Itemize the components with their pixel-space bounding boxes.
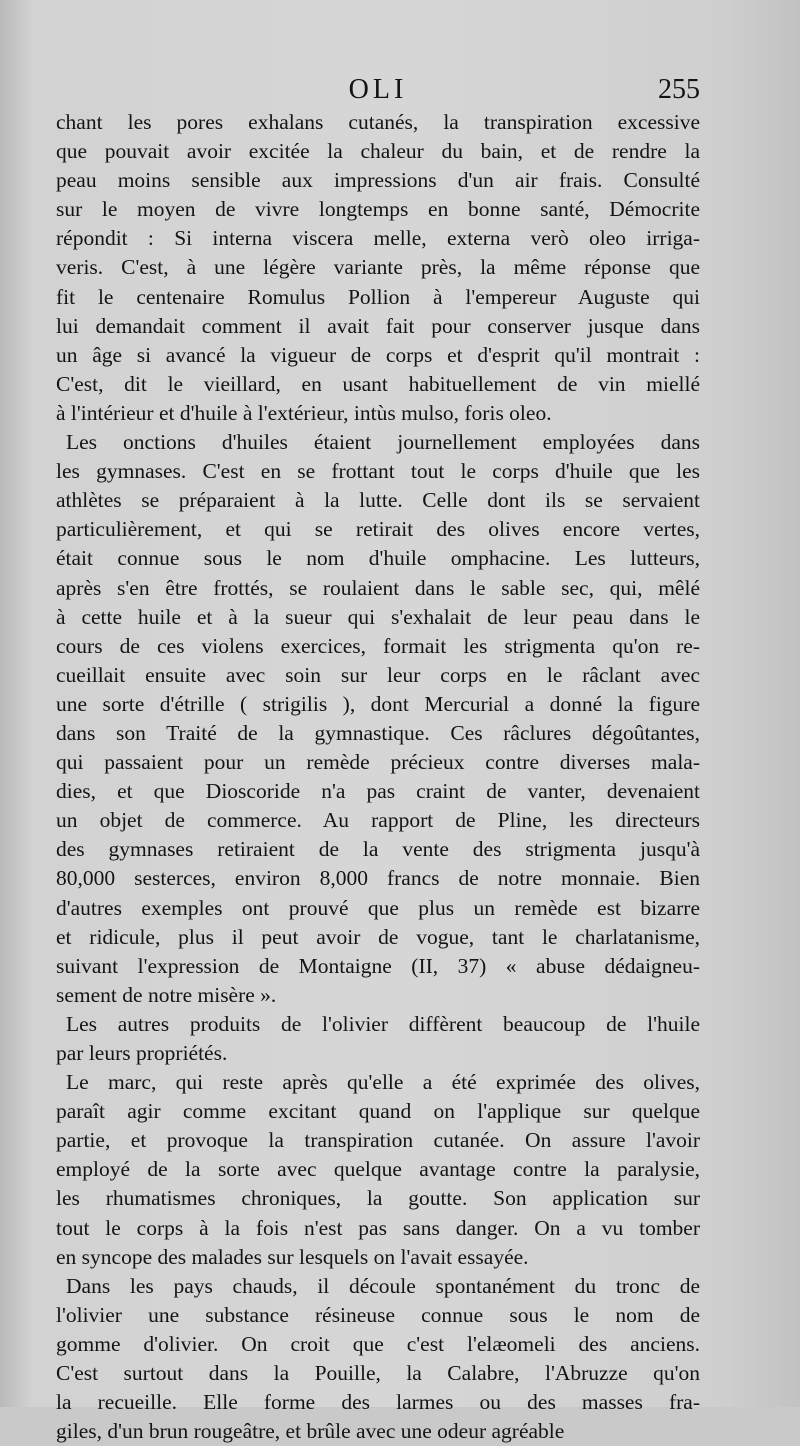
text-line: fit le centenaire Romulus Pollion à l'empereur Auguste qui	[56, 284, 700, 309]
page-number: 255	[658, 74, 700, 105]
text-line: C'est, dit le vieillard, en usant habituellement de vin miellé	[56, 371, 700, 396]
paragraph	[56, 1068, 700, 1272]
paragraph	[56, 428, 700, 1010]
text-line: d'autres exemples ont prouvé que plus un remède est bizarre	[56, 895, 700, 920]
text-line: sement de notre misère ».	[56, 982, 277, 1007]
text-line: et ridicule, plus il peut avoir de vogue, tant le charlatanisme,	[56, 924, 700, 949]
text-line: répondit : Si interna viscera melle, externa verò oleo irriga-	[56, 226, 700, 251]
text-line: Le marc, qui reste après qu'elle a été exprimée des olives,	[66, 1070, 700, 1095]
paragraph	[56, 1010, 700, 1068]
text-line: sur le moyen de vivre longtemps en bonne santé, Démocrite	[56, 197, 700, 222]
text-line: que pouvait avoir excitée la chaleur du bain, et de rendre la	[56, 139, 700, 164]
text-line: une sorte d'étrille ( strigilis ), dont Mercurial a donné la figure	[56, 691, 700, 716]
text-line: les rhumatismes chroniques, la goutte. Son application sur	[56, 1186, 700, 1211]
text-line: par leurs propriétés.	[56, 1041, 228, 1065]
text-line: particulièrement, et qui se retirait des olives encore vertes,	[56, 517, 700, 542]
body-text	[56, 108, 700, 1446]
text-line: à cette huile et à la sueur qui s'exhalait de leur peau dans le	[56, 604, 700, 629]
text-line: dies, et que Dioscoride n'a pas craint de vanter, devenaient	[56, 779, 700, 804]
text-line: Les onctions d'huiles étaient journellement employées dans	[66, 430, 700, 455]
text-line: suivant l'expression de Montaigne (II, 37) « abuse dédaigneu-	[56, 953, 700, 978]
text-line: C'est surtout dans la Pouille, la Calabre, l'Abruzze qu'on	[56, 1361, 700, 1386]
text-line: les gymnases. C'est en se frottant tout le corps d'huile que les	[56, 459, 700, 484]
text-line: chant les pores exhalans cutanés, la transpiration excessive	[56, 110, 700, 134]
text-line: partie, et provoque la transpiration cutanée. On assure l'avoir	[56, 1128, 700, 1153]
paragraph	[56, 108, 700, 428]
text-line: 80,000 sesterces, environ 8,000 francs de notre monnaie. Bien	[56, 866, 700, 891]
running-title: OLI	[348, 74, 408, 105]
text-line: cours de ces violens exercices, formait les strigmenta qu'on re-	[56, 633, 700, 658]
text-line: à l'intérieur et d'huile à l'extérieur, intùs mulso, foris oleo.	[56, 400, 552, 425]
text-line: la recueille. Elle forme des larmes ou des masses fra-	[56, 1390, 700, 1415]
text-line: veris. C'est, à une légère variante près, la même réponse que	[56, 255, 700, 280]
text-line: paraît agir comme excitant quand on l'applique sur quelque	[56, 1099, 700, 1124]
text-line: Les autres produits de l'olivier diffèrent beaucoup de l'huile	[66, 1011, 700, 1036]
text-line: cueillait ensuite avec soin sur leur corps en le râclant avec	[56, 662, 700, 687]
text-line: tout le corps à la fois n'est pas sans danger. On a vu tomber	[56, 1215, 700, 1240]
text-line: qui passaient pour un remède précieux contre diverses mala-	[56, 750, 700, 775]
text-line: gomme d'olivier. On croit que c'est l'elæomeli des anciens.	[56, 1331, 700, 1356]
text-line: giles, d'un brun rougeâtre, et brûle avec une odeur agréable	[56, 1419, 565, 1444]
text-line: l'olivier une substance résineuse connue sous le nom de	[56, 1302, 700, 1327]
text-line: était connue sous le nom d'huile omphacine. Les lutteurs,	[56, 546, 700, 571]
text-line: athlètes se préparaient à la lutte. Celle dont ils se servaient	[56, 488, 700, 513]
text-line: dans son Traité de la gymnastique. Ces râclures dégoûtantes,	[56, 720, 700, 745]
text-line: des gymnases retiraient de la vente des strigmenta jusqu'à	[56, 837, 700, 862]
page-header	[56, 74, 700, 108]
text-line: Dans les pays chauds, il découle spontanément du tronc de	[66, 1273, 700, 1298]
text-line: un objet de commerce. Au rapport de Pline, les directeurs	[56, 808, 700, 833]
text-line: lui demandait comment il avait fait pour conserver jusque dans	[56, 313, 700, 338]
text-line: peau moins sensible aux impressions d'un air frais. Consulté	[56, 168, 700, 193]
text-line: un âge si avancé la vigueur de corps et d'esprit qu'il montrait :	[56, 342, 700, 367]
text-line: en syncope des malades sur lesquels on l'avait essayée.	[56, 1244, 529, 1269]
text-line: employé de la sorte avec quelque avantage contre la paralysie,	[56, 1157, 700, 1182]
text-line: après s'en être frottés, se roulaient dans le sable sec, qui, mêlé	[56, 575, 700, 600]
paragraph	[56, 1272, 700, 1446]
